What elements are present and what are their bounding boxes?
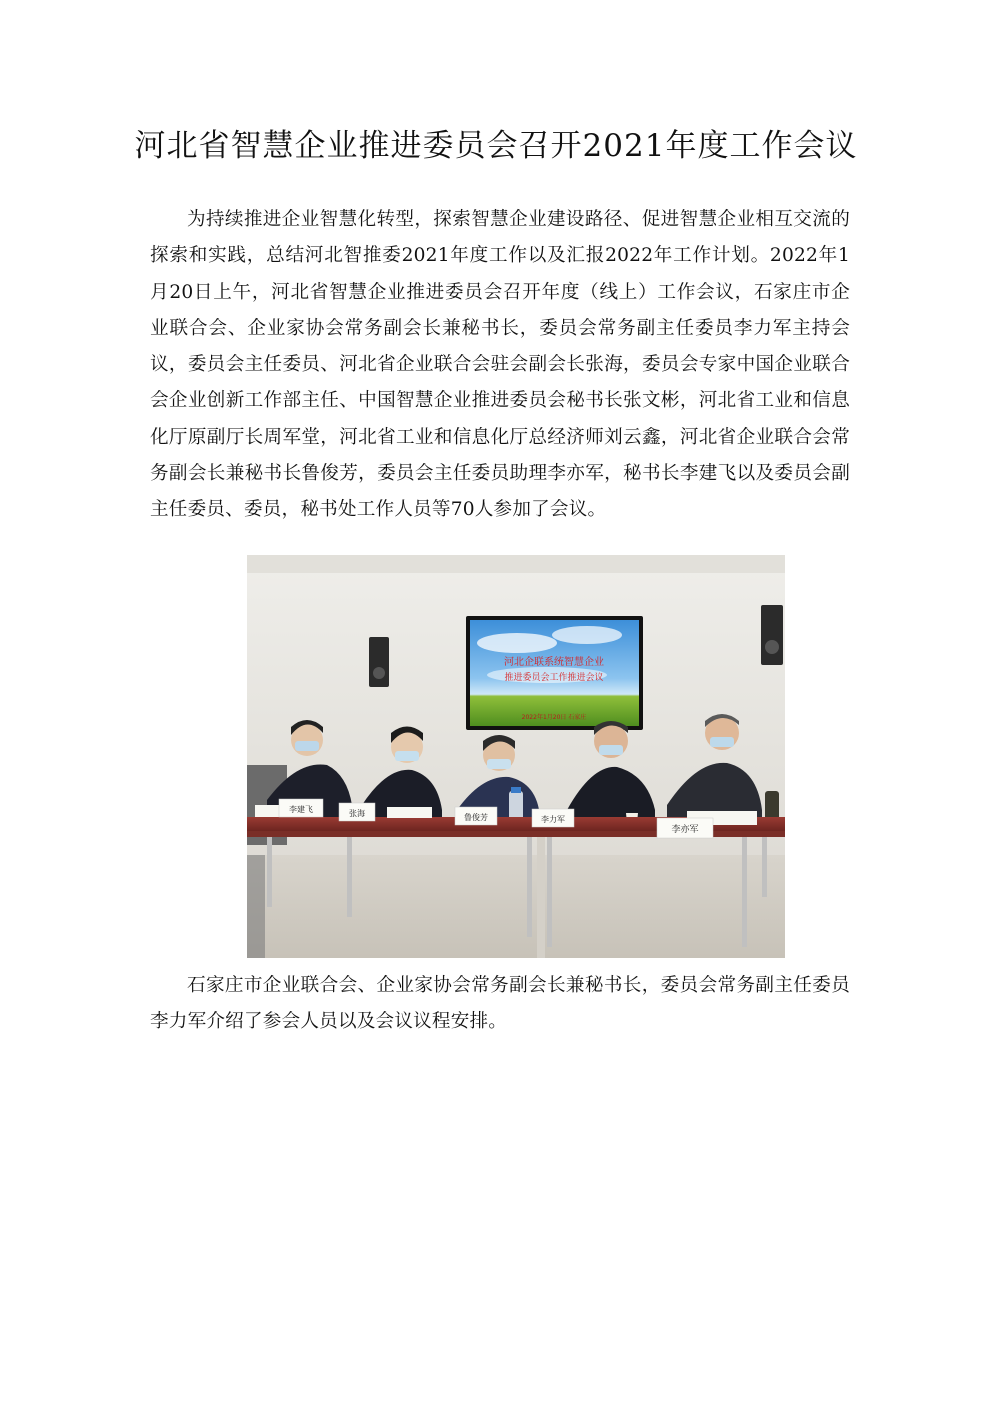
- screen-line2: 推进委员会工作推进会议: [504, 673, 604, 683]
- nameplate-3: [455, 807, 497, 825]
- svg-text:李亦军: 李亦军: [671, 825, 699, 835]
- svg-text:李建飞: 李建飞: [289, 805, 313, 814]
- paragraph-caption: 石家庄市企业联合会、企业家协会常务副会长兼秘书长，委员会常务副主任委员李力军介绍了参会人员以及会议议程安排。: [150, 975, 850, 1033]
- svg-text:张海: 张海: [349, 809, 365, 818]
- svg-text:李力军: 李力军: [541, 815, 565, 824]
- left-speaker: [369, 637, 389, 687]
- article-title: 河北省智慧企业推进委员会召开2021年度工作会议: [134, 128, 858, 164]
- screen-date: 2022年1月20日 石家庄: [521, 714, 587, 721]
- meeting-photo: [247, 555, 785, 958]
- paragraph-intro: 为持续推进企业智慧化转型，探索智慧企业建设路径、促进智慧企业相互交流的探索和实践，总结河北智推委2021年度工作以及汇报2022年工作计划。2022年1月20日上午，河北省智慧企业推进委员会召开年度（线上）工作会议，石家庄市企业联合会、企业家协会常务副会长兼秘书长，委员会常务副主任委员李力军主持会议，委员会主任委员、河北省企业联合会驻会副会长张海，委员会专家中国企业联合会企业创新工作部主任、中国智慧企业推进委员会秘书长张文彬，河北省工业和信息化厅原副厅长周军堂，河北省工业和信息化厅总经济师刘云鑫，河北省企业联合会常务副会长兼秘书长鲁俊芳，委员会主任委员助理李亦军，秘书长李建飞以及委员会副主任委员、委员，秘书处工作人员等70人参加了会议。: [150, 209, 850, 521]
- svg-text:鲁俊芳: 鲁俊芳: [464, 813, 488, 822]
- screen-line1: 河北企联系统智慧企业: [504, 657, 604, 668]
- nameplate-2: [339, 803, 375, 821]
- right-speaker: [761, 605, 783, 665]
- nameplate-1: [279, 799, 323, 817]
- nameplate-4: [532, 809, 574, 827]
- nameplate-5: [657, 818, 713, 838]
- tv-screen: [466, 616, 643, 730]
